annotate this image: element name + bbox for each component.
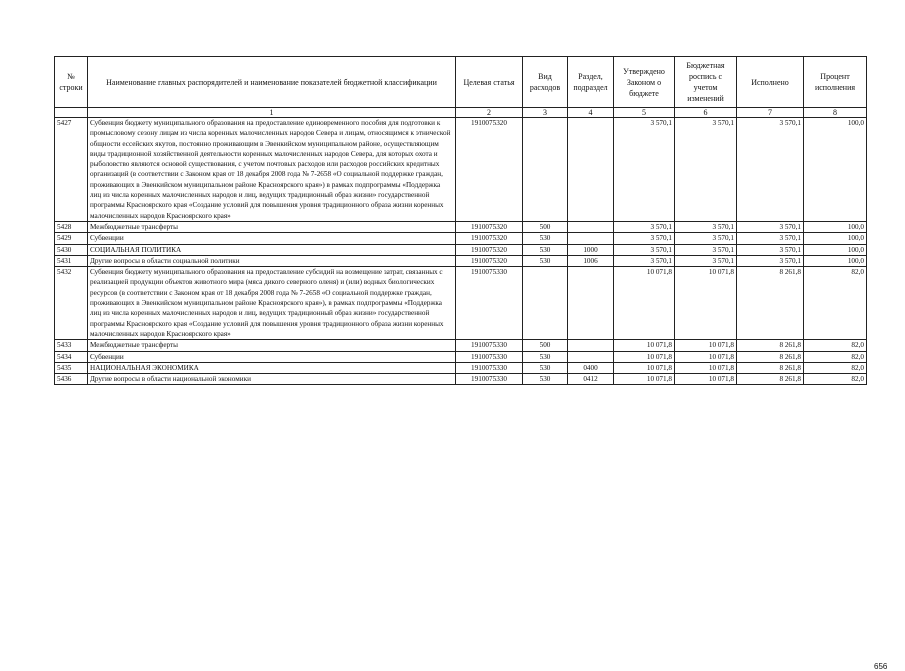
approved-amount-cell: 3 570,1: [614, 255, 675, 266]
approved-amount-cell: 3 570,1: [614, 233, 675, 244]
section-cell: [568, 340, 614, 351]
section-cell: 1000: [568, 244, 614, 255]
header-row-number: № строки: [55, 57, 88, 108]
percent-cell: 100,0: [804, 244, 867, 255]
expense-type-cell: 530: [523, 244, 568, 255]
target-article-cell: 1910075330: [456, 374, 523, 385]
budget-plan-amount-cell: 3 570,1: [675, 118, 737, 222]
section-cell: [568, 233, 614, 244]
target-article-cell: 1910075330: [456, 351, 523, 362]
section-cell: [568, 351, 614, 362]
approved-amount-cell: 10 071,8: [614, 351, 675, 362]
expense-type-cell: 500: [523, 221, 568, 232]
target-article-cell: 1910075320: [456, 255, 523, 266]
table-row: [55, 362, 867, 373]
table-row: [55, 244, 867, 255]
header-percent: Процент исполнения: [804, 57, 867, 108]
table-header-row: [55, 57, 867, 108]
percent-cell: 100,0: [804, 118, 867, 222]
percent-cell: 100,0: [804, 233, 867, 244]
percent-cell: 100,0: [804, 255, 867, 266]
section-cell: [568, 221, 614, 232]
executed-amount-cell: 3 570,1: [737, 255, 804, 266]
executed-amount-cell: 3 570,1: [737, 233, 804, 244]
budget-plan-amount-cell: 10 071,8: [675, 340, 737, 351]
table-row: [55, 351, 867, 362]
section-cell: [568, 118, 614, 222]
budget-plan-amount-cell: 10 071,8: [675, 374, 737, 385]
budget-plan-amount-cell: 10 071,8: [675, 362, 737, 373]
table-row: [55, 374, 867, 385]
header-expense-type: Вид расходов: [523, 57, 568, 108]
table-row: [55, 221, 867, 232]
budget-plan-amount-cell: 3 570,1: [675, 233, 737, 244]
row-name-cell: Субвенции: [88, 233, 456, 244]
budget-plan-amount-cell: 3 570,1: [675, 255, 737, 266]
row-number-cell: 5430: [55, 244, 88, 255]
approved-amount-cell: 3 570,1: [614, 244, 675, 255]
executed-amount-cell: 3 570,1: [737, 118, 804, 222]
column-number-row: [55, 108, 867, 118]
row-name-cell: НАЦИОНАЛЬНАЯ ЭКОНОМИКА: [88, 362, 456, 373]
row-number-cell: 5431: [55, 255, 88, 266]
row-name-cell: Субвенция бюджету муниципального образования на предоставление единовременного пособия для подготовки к промысловому сезону лицам из числа коренных малочисленных народов Севера и лицам, относящимся к этнической общности ессейских якутов, постоянно проживающим в Эвенкийском муниципальном районе, осуществляющим виды традиционной хозяйственной деятельности коренных малочисленных народов Севера, для которых охота и рыболовство являются основой существования, с учетом почтовых расходов или расходов российских кредитных организаций (в соответствии с Законом края от 18 декабря 2008 года № 7-2658 «О социальной поддержке граждан, проживающих в Эвенкийском муниципальном районе Красноярского края») в рамках подпрограммы «Поддержка лиц из числа коренных малочисленных народов и лиц, ведущих традиционный образ жизни» государственной программы Красноярского края «Создание условий для повышения уровня традиционного образа жизни коренных малочисленных народов Красноярского края»: [88, 118, 456, 222]
target-article-cell: 1910075330: [456, 267, 523, 340]
target-article-cell: 1910075320: [456, 118, 523, 222]
row-number-cell: 5436: [55, 374, 88, 385]
percent-cell: 82,0: [804, 362, 867, 373]
table-row: [55, 233, 867, 244]
target-article-cell: 1910075330: [456, 340, 523, 351]
column-number: 5: [614, 108, 675, 118]
budget-plan-amount-cell: 10 071,8: [675, 351, 737, 362]
budget-plan-amount-cell: 10 071,8: [675, 267, 737, 340]
target-article-cell: 1910075320: [456, 221, 523, 232]
row-number-cell: 5427: [55, 118, 88, 222]
expense-type-cell: [523, 267, 568, 340]
executed-amount-cell: 8 261,8: [737, 267, 804, 340]
expense-type-cell: 530: [523, 362, 568, 373]
header-budget-plan: Бюджетная роспись с учетом изменений: [675, 57, 737, 108]
table-row: [55, 118, 867, 222]
table-row: [55, 340, 867, 351]
executed-amount-cell: 8 261,8: [737, 351, 804, 362]
row-number-cell: 5432: [55, 267, 88, 340]
budget-plan-amount-cell: 3 570,1: [675, 221, 737, 232]
row-name-cell: Межбюджетные трансферты: [88, 340, 456, 351]
section-cell: 0412: [568, 374, 614, 385]
section-cell: 1006: [568, 255, 614, 266]
approved-amount-cell: 3 570,1: [614, 118, 675, 222]
header-section: Раздел, подраздел: [568, 57, 614, 108]
column-number-blank: [55, 108, 88, 118]
section-cell: [568, 267, 614, 340]
expense-type-cell: 530: [523, 374, 568, 385]
table-row: [55, 255, 867, 266]
percent-cell: 82,0: [804, 351, 867, 362]
row-number-cell: 5434: [55, 351, 88, 362]
column-number: 2: [456, 108, 523, 118]
column-number: 1: [88, 108, 456, 118]
column-number: 3: [523, 108, 568, 118]
executed-amount-cell: 8 261,8: [737, 374, 804, 385]
approved-amount-cell: 10 071,8: [614, 362, 675, 373]
expense-type-cell: 530: [523, 233, 568, 244]
target-article-cell: 1910075320: [456, 244, 523, 255]
approved-amount-cell: 10 071,8: [614, 340, 675, 351]
row-number-cell: 5435: [55, 362, 88, 373]
column-number: 8: [804, 108, 867, 118]
page-number: 656: [874, 662, 888, 671]
executed-amount-cell: 8 261,8: [737, 340, 804, 351]
row-name-cell: Другие вопросы в области социальной политики: [88, 255, 456, 266]
row-number-cell: 5433: [55, 340, 88, 351]
row-number-cell: 5428: [55, 221, 88, 232]
header-approved: Утверждено Законом о бюджете: [614, 57, 675, 108]
column-number: 4: [568, 108, 614, 118]
budget-report-page: [54, 56, 888, 671]
row-name-cell: Субвенция бюджету муниципального образования на предоставление субсидий на возмещение затрат, связанных с реализацией продукции объектов животного мира (мяса дикого северного оленя) и (или) водных биологических ресурсов (в соответствии с Законом края от 18 декабря 2008 года № 7-2658 «О социальной поддержке граждан, проживающих в Эвенкийском муниципальном районе Красноярского края»), в рамках подпрограммы «Поддержка лиц из числа коренных малочисленных народов и лиц, ведущих традиционный образ жизни» государственной программы Красноярского края «Создание условий для повышения уровня традиционного образа жизни коренных малочисленных народов Красноярского края»: [88, 267, 456, 340]
percent-cell: 100,0: [804, 221, 867, 232]
budget-plan-amount-cell: 3 570,1: [675, 244, 737, 255]
table-row: [55, 267, 867, 340]
row-number-cell: 5429: [55, 233, 88, 244]
header-name: Наименование главных распорядителей и наименование показателей бюджетной классификации: [88, 57, 456, 108]
budget-execution-table: [54, 56, 867, 385]
row-name-cell: Субвенции: [88, 351, 456, 362]
column-number: 6: [675, 108, 737, 118]
expense-type-cell: 500: [523, 340, 568, 351]
approved-amount-cell: 3 570,1: [614, 221, 675, 232]
row-name-cell: СОЦИАЛЬНАЯ ПОЛИТИКА: [88, 244, 456, 255]
percent-cell: 82,0: [804, 340, 867, 351]
expense-type-cell: [523, 118, 568, 222]
executed-amount-cell: 3 570,1: [737, 244, 804, 255]
row-name-cell: Другие вопросы в области национальной экономики: [88, 374, 456, 385]
row-name-cell: Межбюджетные трансферты: [88, 221, 456, 232]
header-target-article: Целевая статья: [456, 57, 523, 108]
expense-type-cell: 530: [523, 351, 568, 362]
target-article-cell: 1910075320: [456, 233, 523, 244]
header-executed: Исполнено: [737, 57, 804, 108]
expense-type-cell: 530: [523, 255, 568, 266]
executed-amount-cell: 8 261,8: [737, 362, 804, 373]
percent-cell: 82,0: [804, 374, 867, 385]
percent-cell: 82,0: [804, 267, 867, 340]
column-number: 7: [737, 108, 804, 118]
target-article-cell: 1910075330: [456, 362, 523, 373]
section-cell: 0400: [568, 362, 614, 373]
approved-amount-cell: 10 071,8: [614, 267, 675, 340]
executed-amount-cell: 3 570,1: [737, 221, 804, 232]
approved-amount-cell: 10 071,8: [614, 374, 675, 385]
